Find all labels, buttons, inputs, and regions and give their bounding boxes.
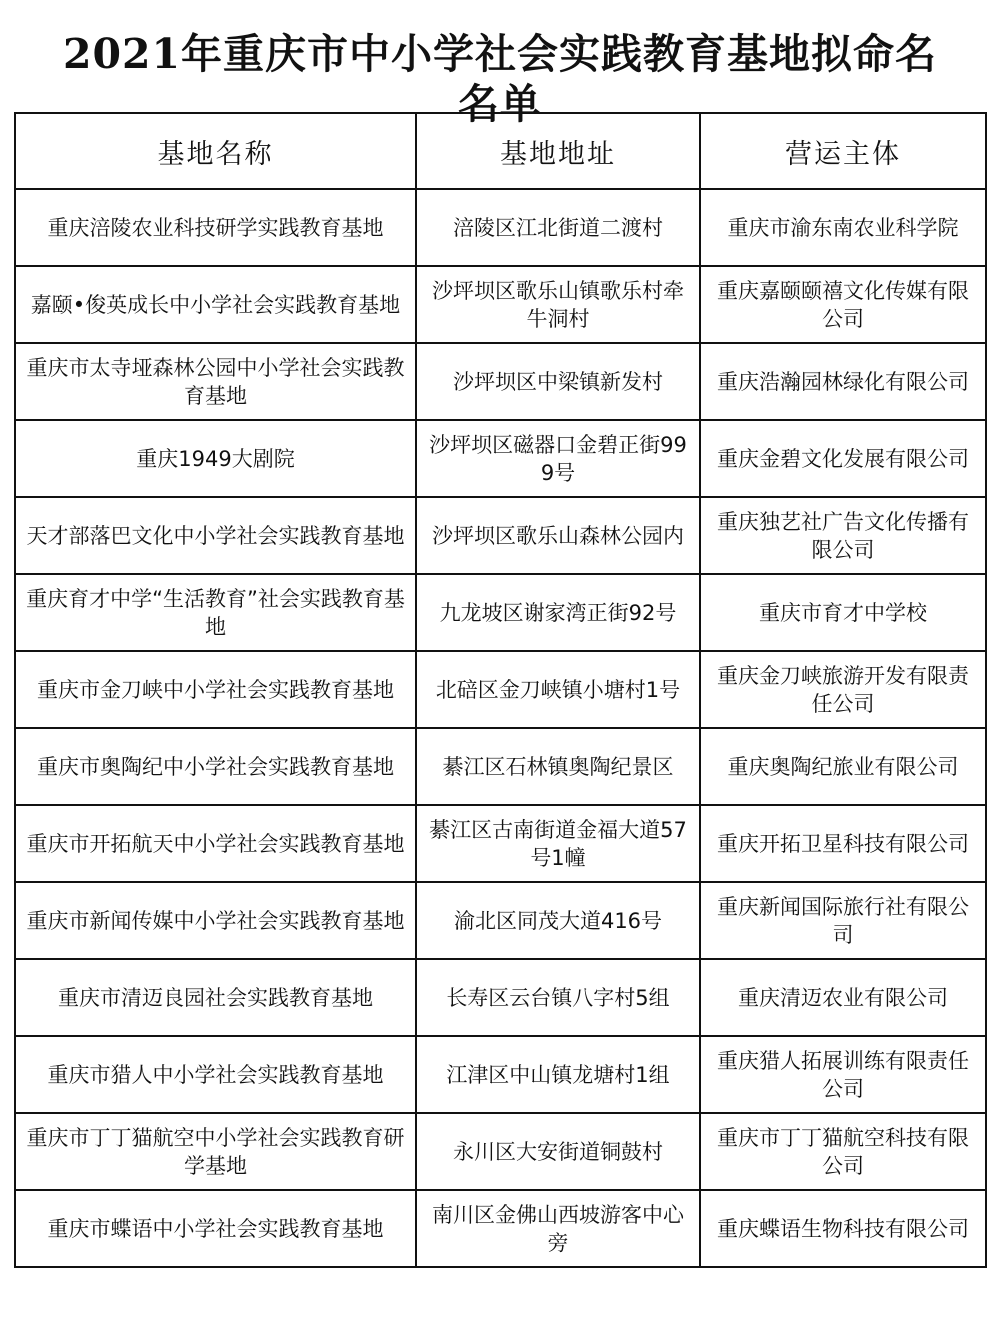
operator-cell: 重庆市丁丁猫航空科技有限公司 [700,1113,986,1190]
base-address-cell: 沙坪坝区歌乐山镇歌乐村牵牛洞村 [416,266,700,343]
column-header-base-address: 基地地址 [416,113,700,189]
table-row [15,343,986,420]
base-name-cell: 嘉颐•俊英成长中小学社会实践教育基地 [15,266,416,343]
base-address-cell: 南川区金佛山西坡游客中心旁 [416,1190,700,1267]
base-name-cell: 重庆市清迈良园社会实践教育基地 [15,959,416,1036]
base-address-cell: 綦江区古南街道金福大道57号1幢 [416,805,700,882]
table-row [15,728,986,805]
base-address-cell: 沙坪坝区磁器口金碧正街999号 [416,420,700,497]
column-header-base-name: 基地名称 [15,113,416,189]
operator-cell: 重庆嘉颐颐禧文化传媒有限公司 [700,266,986,343]
operator-cell: 重庆浩瀚园林绿化有限公司 [700,343,986,420]
table-row [15,1036,986,1113]
base-address-cell: 永川区大安街道铜鼓村 [416,1113,700,1190]
base-name-cell: 重庆市新闻传媒中小学社会实践教育基地 [15,882,416,959]
table-row [15,805,986,882]
table-row [15,882,986,959]
table-row [15,1190,986,1267]
base-address-cell: 北碚区金刀峡镇小塘村1号 [416,651,700,728]
base-name-cell: 重庆1949大剧院 [15,420,416,497]
operator-cell: 重庆独艺社广告文化传播有限公司 [700,497,986,574]
base-address-cell: 沙坪坝区歌乐山森林公园内 [416,497,700,574]
operator-cell: 重庆金碧文化发展有限公司 [700,420,986,497]
operator-cell: 重庆金刀峡旅游开发有限责任公司 [700,651,986,728]
base-name-cell: 重庆育才中学“生活教育”社会实践教育基地 [15,574,416,651]
page-title-line-2: 名单 [458,80,542,129]
page-title-line-1: 2021年重庆市中小学社会实践教育基地拟命名 [62,30,938,79]
operator-cell: 重庆蝶语生物科技有限公司 [700,1190,986,1267]
base-address-cell: 江津区中山镇龙塘村1组 [416,1036,700,1113]
base-name-cell: 重庆涪陵农业科技研学实践教育基地 [15,189,416,266]
table-row [15,189,986,266]
table-row [15,959,986,1036]
base-address-cell: 沙坪坝区中梁镇新发村 [416,343,700,420]
base-address-cell: 綦江区石林镇奥陶纪景区 [416,728,700,805]
base-name-cell: 重庆市太寺垭森林公园中小学社会实践教育基地 [15,343,416,420]
base-name-cell: 重庆市丁丁猫航空中小学社会实践教育研学基地 [15,1113,416,1190]
column-header-operator: 营运主体 [700,113,986,189]
operator-cell: 重庆猎人拓展训练有限责任公司 [700,1036,986,1113]
operator-cell: 重庆奥陶纪旅业有限公司 [700,728,986,805]
table-row [15,651,986,728]
table-header-row [15,113,986,189]
base-address-cell: 长寿区云台镇八字村5组 [416,959,700,1036]
base-list-table [14,112,987,1268]
operator-cell: 重庆市渝东南农业科学院 [700,189,986,266]
table-row [15,574,986,651]
base-name-cell: 重庆市猎人中小学社会实践教育基地 [15,1036,416,1113]
table-body [15,189,986,1267]
operator-cell: 重庆开拓卫星科技有限公司 [700,805,986,882]
operator-cell: 重庆新闻国际旅行社有限公司 [700,882,986,959]
base-name-cell: 重庆市金刀峡中小学社会实践教育基地 [15,651,416,728]
base-name-cell: 重庆市奥陶纪中小学社会实践教育基地 [15,728,416,805]
base-name-cell: 重庆市开拓航天中小学社会实践教育基地 [15,805,416,882]
table-row [15,1113,986,1190]
base-address-cell: 涪陵区江北街道二渡村 [416,189,700,266]
base-name-cell: 重庆市蝶语中小学社会实践教育基地 [15,1190,416,1267]
base-name-cell: 天才部落巴文化中小学社会实践教育基地 [15,497,416,574]
base-address-cell: 渝北区同茂大道416号 [416,882,700,959]
operator-cell: 重庆市育才中学校 [700,574,986,651]
operator-cell: 重庆清迈农业有限公司 [700,959,986,1036]
base-address-cell: 九龙坡区谢家湾正街92号 [416,574,700,651]
table-row [15,266,986,343]
table-row [15,420,986,497]
table-row [15,497,986,574]
